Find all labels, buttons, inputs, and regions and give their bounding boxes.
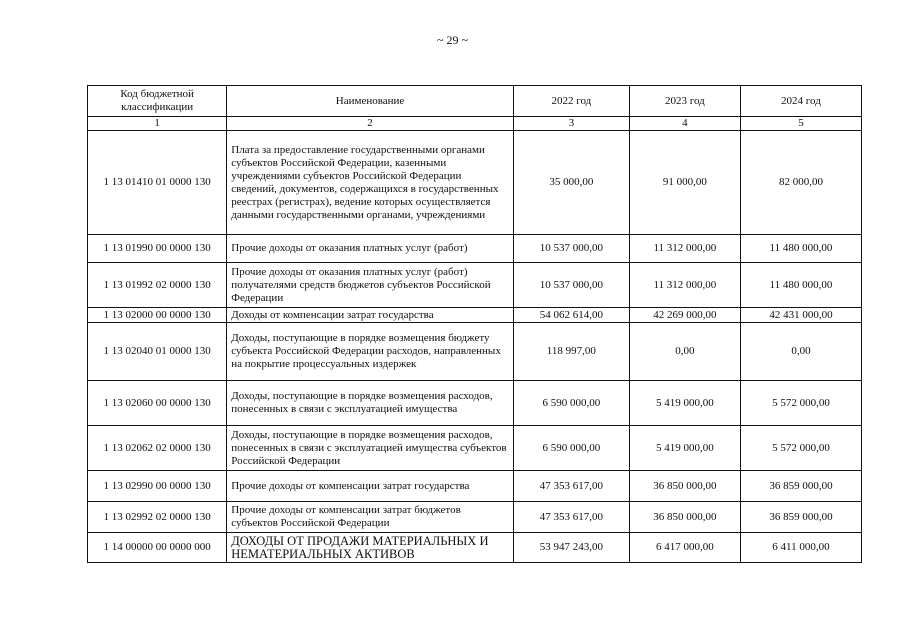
- header-2022: 2022 год: [513, 86, 629, 117]
- column-number: 2: [227, 117, 514, 131]
- table-row: [88, 533, 862, 563]
- row-name: Прочие доходы от компенсации затрат государства: [227, 471, 514, 502]
- header-2024: 2024 год: [740, 86, 861, 117]
- value-2023: 36 850 000,00: [629, 502, 740, 533]
- row-name: Прочие доходы от оказания платных услуг (работ) получателями средств бюджетов субъектов Российской Федерации: [227, 263, 514, 308]
- row-code: 1 13 01992 02 0000 130: [88, 263, 227, 308]
- row-code: 1 13 02000 00 0000 130: [88, 308, 227, 323]
- value-2022: 53 947 243,00: [513, 533, 629, 563]
- header-row: [88, 86, 862, 117]
- row-name: ДОХОДЫ ОТ ПРОДАЖИ МАТЕРИАЛЬНЫХ И НЕМАТЕРИАЛЬНЫХ АКТИВОВ: [227, 533, 514, 563]
- value-2024: 82 000,00: [740, 131, 861, 235]
- row-code: 1 13 02060 00 0000 130: [88, 381, 227, 426]
- value-2022: 10 537 000,00: [513, 235, 629, 263]
- value-2024: 6 411 000,00: [740, 533, 861, 563]
- column-number-row: [88, 117, 862, 131]
- table-row: [88, 235, 862, 263]
- row-name: Доходы, поступающие в порядке возмещения расходов, понесенных в связи с эксплуатацией имущества: [227, 381, 514, 426]
- column-number: 5: [740, 117, 861, 131]
- value-2024: 0,00: [740, 323, 861, 381]
- value-2023: 6 417 000,00: [629, 533, 740, 563]
- value-2022: 47 353 617,00: [513, 502, 629, 533]
- table-row: [88, 471, 862, 502]
- table-row: [88, 502, 862, 533]
- value-2024: 36 859 000,00: [740, 471, 861, 502]
- table-row: [88, 263, 862, 308]
- row-code: 1 13 02990 00 0000 130: [88, 471, 227, 502]
- value-2024: 5 572 000,00: [740, 381, 861, 426]
- row-name: Прочие доходы от компенсации затрат бюджетов субъектов Российской Федерации: [227, 502, 514, 533]
- value-2024: 5 572 000,00: [740, 426, 861, 471]
- row-code: 1 13 01990 00 0000 130: [88, 235, 227, 263]
- value-2023: 11 312 000,00: [629, 263, 740, 308]
- row-code: 1 13 02992 02 0000 130: [88, 502, 227, 533]
- value-2022: 47 353 617,00: [513, 471, 629, 502]
- value-2024: 11 480 000,00: [740, 235, 861, 263]
- value-2023: 0,00: [629, 323, 740, 381]
- value-2023: 5 419 000,00: [629, 381, 740, 426]
- column-number: 1: [88, 117, 227, 131]
- table-row: [88, 308, 862, 323]
- value-2022: 10 537 000,00: [513, 263, 629, 308]
- value-2022: 35 000,00: [513, 131, 629, 235]
- page-number: ~ 29 ~: [437, 33, 468, 47]
- value-2022: 118 997,00: [513, 323, 629, 381]
- row-name: Плата за предоставление государственными органами субъектов Российской Федерации, казенными учреждениями субъектов Российской Федерации сведений, документов, содержащихся в государственных реестрах (регистрах), ведение которых осуществляется данными государственными органами, учреждениями: [227, 131, 514, 235]
- row-code: 1 13 01410 01 0000 130: [88, 131, 227, 235]
- value-2023: 42 269 000,00: [629, 308, 740, 323]
- column-number: 3: [513, 117, 629, 131]
- row-code: 1 13 02040 01 0000 130: [88, 323, 227, 381]
- row-name: Доходы, поступающие в порядке возмещения бюджету субъекта Российской Федерации расходов, направленных на покрытие процессуальных издержек: [227, 323, 514, 381]
- value-2024: 36 859 000,00: [740, 502, 861, 533]
- header-2023: 2023 год: [629, 86, 740, 117]
- value-2022: 6 590 000,00: [513, 381, 629, 426]
- row-name: Доходы от компенсации затрат государства: [227, 308, 514, 323]
- row-name: Прочие доходы от оказания платных услуг (работ): [227, 235, 514, 263]
- value-2023: 11 312 000,00: [629, 235, 740, 263]
- table-row: [88, 323, 862, 381]
- value-2024: 42 431 000,00: [740, 308, 861, 323]
- value-2023: 5 419 000,00: [629, 426, 740, 471]
- table-row: [88, 381, 862, 426]
- header-code: Код бюджетной классификации: [88, 86, 227, 117]
- table-row: [88, 426, 862, 471]
- value-2022: 6 590 000,00: [513, 426, 629, 471]
- value-2024: 11 480 000,00: [740, 263, 861, 308]
- header-name: Наименование: [227, 86, 514, 117]
- table-row: [88, 131, 862, 235]
- row-code: 1 13 02062 02 0000 130: [88, 426, 227, 471]
- value-2022: 54 062 614,00: [513, 308, 629, 323]
- row-code: 1 14 00000 00 0000 000: [88, 533, 227, 563]
- budget-revenue-table: [87, 85, 862, 563]
- row-name: Доходы, поступающие в порядке возмещения расходов, понесенных в связи с эксплуатацией имущества субъектов Российской Федерации: [227, 426, 514, 471]
- value-2023: 91 000,00: [629, 131, 740, 235]
- column-number: 4: [629, 117, 740, 131]
- value-2023: 36 850 000,00: [629, 471, 740, 502]
